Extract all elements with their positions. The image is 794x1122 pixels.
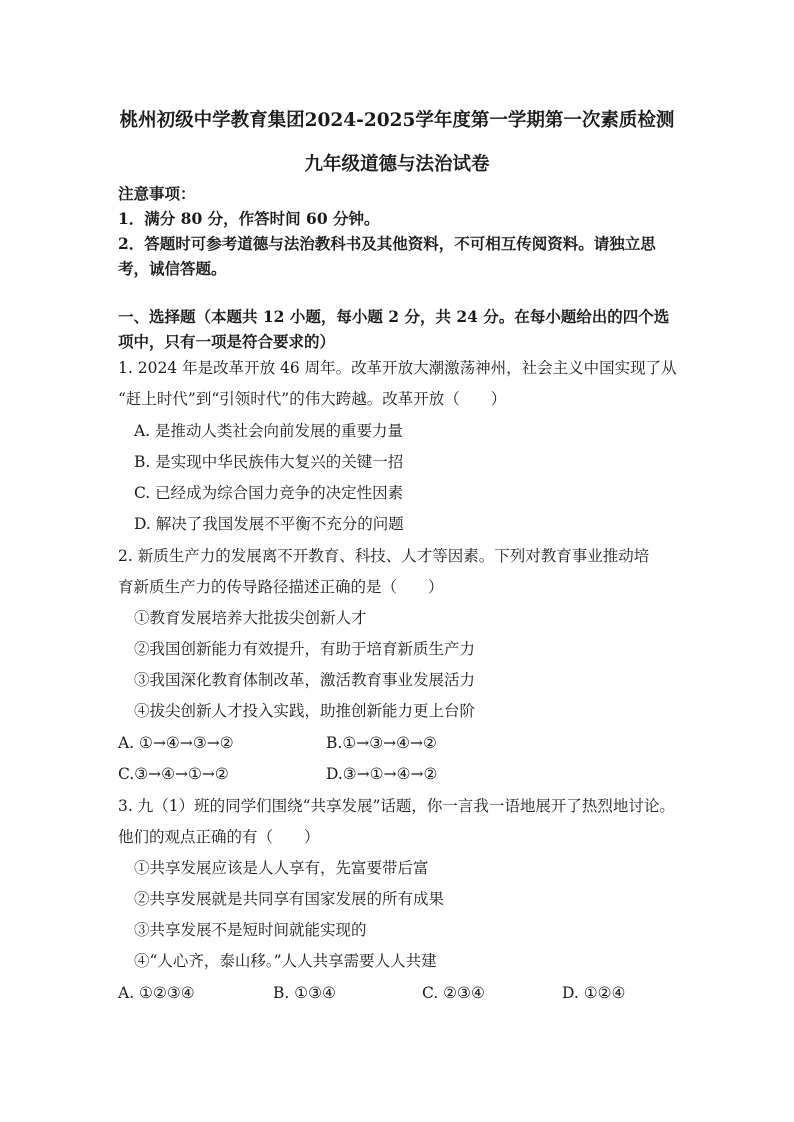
q1-option-d: D. 解决了我国发展不平衡不充分的问题 <box>134 515 404 533</box>
q3-option-c: C. ②③④ <box>422 984 485 1002</box>
q1-option-c: C. 已经成为综合国力竞争的决定性因素 <box>134 484 404 502</box>
q3-statement-1: ①共享发展应该是人人享有，先富要带后富 <box>134 859 429 877</box>
notice-heading: 注意事项： <box>118 184 196 203</box>
q3-stem-line-1: 3. 九（1）班的同学们围绕“共享发展”话题，你一言我一语地展开了热烈地讨论。 <box>118 797 675 815</box>
q3-option-d: D. ①②④ <box>562 984 626 1002</box>
q1-option-b: B. 是实现中华民族伟大复兴的关键一招 <box>134 453 404 471</box>
exam-subtitle: 九年级道德与法治试卷 <box>304 154 490 175</box>
notice-item-2-line-1: 2．答题时可参考道德与法治教科书及其他资料，不可相互传阅资料。请独立思 <box>118 234 656 253</box>
q3-option-a: A. ①②③④ <box>118 984 195 1002</box>
q1-option-a: A. 是推动人类社会向前发展的重要力量 <box>134 422 404 440</box>
q2-statement-1: ①教育发展培养大批拔尖创新人才 <box>134 609 367 627</box>
q3-statement-3: ③共享发展不是短时间就能实现的 <box>134 921 367 939</box>
q2-option-b: B.①→③→④→② <box>326 734 437 752</box>
q2-stem-line-2: 育新质生产力的传导路径描述正确的是（ ） <box>118 578 444 596</box>
q1-stem-line-1: 1. 2024 年是改革开放 46 周年。改革开放大潮激荡神州，社会主义中国实现了从 <box>118 359 677 377</box>
q2-statement-2: ②我国创新能力有效提升，有助于培育新质生产力 <box>134 640 476 658</box>
q2-option-a: A. ①→④→③→② <box>118 734 234 752</box>
notice-item-1: 1．满分 80 分，作答时间 60 分钟。 <box>118 209 380 228</box>
q2-stem-line-1: 2. 新质生产力的发展离不开教育、科技、人才等因素。下列对教育事业推动培 <box>118 547 650 565</box>
q2-option-d: D.③→①→④→② <box>326 765 438 783</box>
section1-heading-line-1: 一、选择题（本题共 12 小题，每小题 2 分，共 24 分。在每小题给出的四个选 <box>118 307 670 326</box>
q3-statement-2: ②共享发展就是共同享有国家发展的所有成果 <box>134 890 445 908</box>
exam-title: 桃州初级中学教育集团2024-2025学年度第一学期第一次素质检测 <box>119 110 675 131</box>
q2-option-c: C.③→④→①→② <box>118 765 229 783</box>
q1-stem-line-2: “赶上时代”到“引领时代”的伟大跨越。改革开放（ ） <box>118 390 507 408</box>
q3-stem-line-2: 他们的观点正确的有（ ） <box>118 828 320 846</box>
notice-item-2-line-2: 考，诚信答题。 <box>118 259 227 278</box>
q3-statement-4: ④“人心齐，泰山移。”人人共享需要人人共建 <box>134 952 437 970</box>
q3-option-b: B. ①③④ <box>273 984 336 1002</box>
section1-heading-line-2: 项中，只有一项是符合要求的） <box>118 332 336 351</box>
q2-statement-4: ④拔尖创新人才投入实践，助推创新能力更上台阶 <box>134 702 476 720</box>
q2-statement-3: ③我国深化教育体制改革，激活教育事业发展活力 <box>134 671 476 689</box>
